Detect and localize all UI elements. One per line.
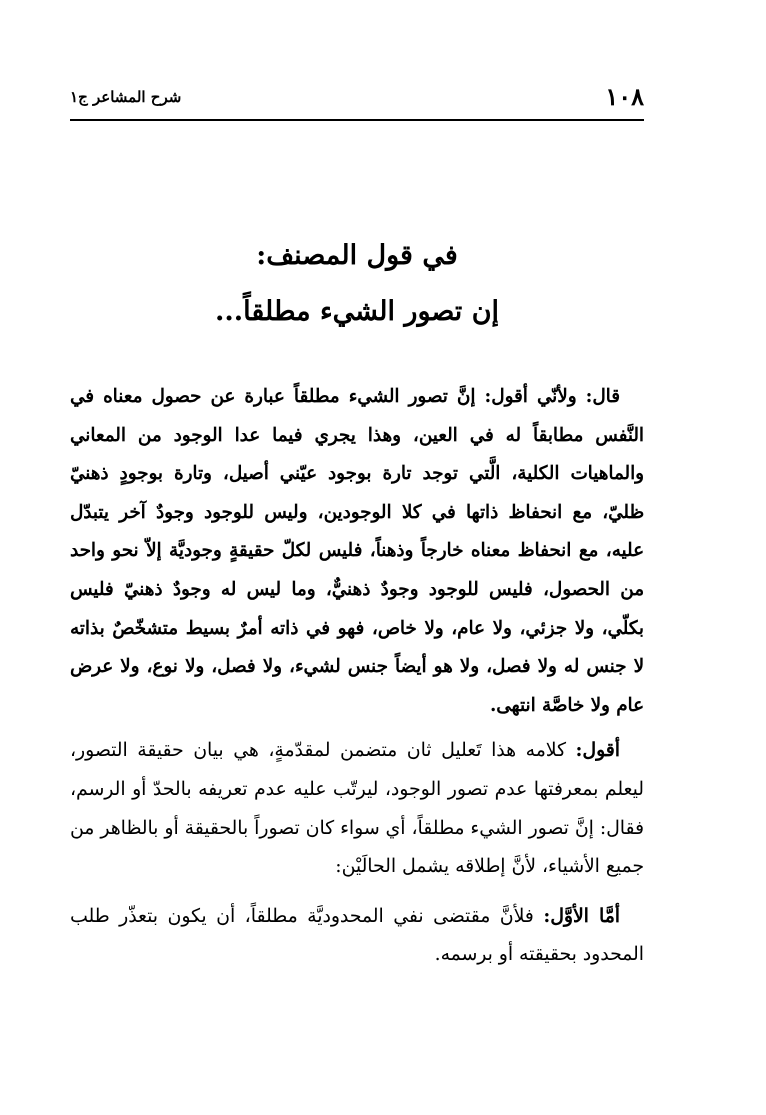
page-header — [70, 82, 644, 116]
commentary-paragraph — [70, 731, 644, 886]
section-heading-line-1: في قول المصنف: — [256, 240, 458, 271]
body-text — [70, 378, 644, 975]
first-point-lead: أمَّا الأوَّل: — [543, 904, 620, 927]
first-point-text: فلأنَّ مقتضى نفي المحدوديَّة مطلقاً، أن يكون بتعذّر طلب المحدود بحقيقته أو برسمه. — [70, 905, 644, 966]
commentary-text: كلامه هذا تَعليل ثان متضمن لمقدّمةٍ، هي بيان حقيقة التصور، ليعلم بمعرفتها عدم تصور الوجود، ليرتّب عليه عدم تعريفه بالحدّ أو الرسم، فقال: إنَّ تصور الشيء مطلقاً، أي سواء كان تصوراً بالحقيقة أو بالظاهر من جميع الأشياء، لأنَّ إطلاقه يشمل الحالَيْن: — [70, 740, 644, 878]
commentary-lead: أقول: — [575, 739, 620, 762]
page-number: ١٠٨ — [605, 82, 644, 111]
quote-paragraph — [70, 378, 644, 725]
section-heading — [70, 228, 644, 340]
quote-text: ولأنّي أقول: إنَّ تصور الشيء مطلقاً عبارة عن حصول معناه في النَّفس مطابقاً له في العين، وهذا يجري فيما عدا الوجود من المعاني والماهيات الكلية، الَّتي توجد تارة بوجود عيّني أصيل، وتارة بوجودٍ ذهنيّ ظليّ، مع انحفاظ ذاتها في كلا الوجودين، وليس للوجود وجودٌ آخر يتبدّل عليه، مع انحفاظ معناه خارجاً وذهناً، فليس لكلّ حقيقةٍ وجوديَّة إلاّ نحو واحد من الحصول، فليس للوجود وجودٌ ذهنيٌّ، وما ليس له وجودٌ ذهنيّ فليس بكلّي، ولا جزئي، ولا عام، ولا خاص، فهو في ذاته أمرٌ بسيط متشخّصٌ بذاته لا جنس له ولا فصل، ولا هو أيضاً جنس لشيء، ولا فصل، ولا نوع، ولا عرض عام ولا خاصَّة انتهى. — [70, 386, 644, 716]
first-point-paragraph — [70, 897, 644, 975]
header-rule — [70, 119, 644, 121]
running-title: شرح المشاعر ج١ — [70, 88, 182, 106]
section-heading-line-2: إن تصور الشيء مطلقاً... — [214, 296, 500, 327]
quote-lead: قال: — [585, 386, 620, 407]
